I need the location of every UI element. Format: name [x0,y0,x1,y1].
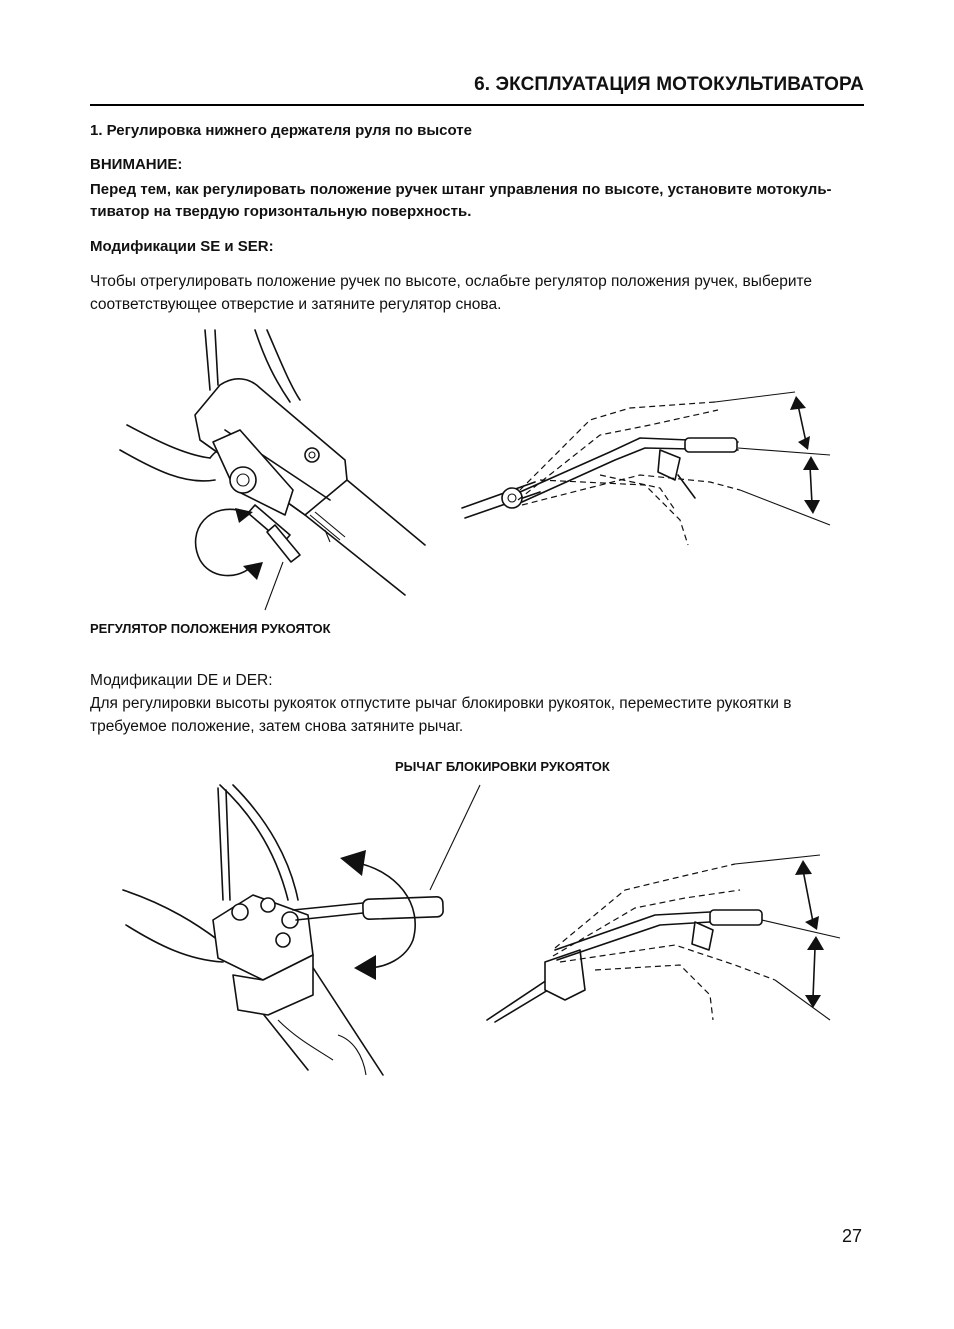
models-de-der-label: Модификации DE и DER: [90,672,273,689]
figure-handle-height-range-se [460,380,840,555]
instruction-de-line-1: Для регулировки высоты рукояток отпустите рычаг блокировки рукояток, переместите рукоятки в [90,695,792,712]
page-title: 6. ЭКСПЛУАТАЦИЯ МОТОКУЛЬТИВАТОРА [474,74,864,95]
instruction-se-line-1: Чтобы отрегулировать положение ручек по высоте, ослабьте регулятор положения ручек, выберите [90,273,813,290]
warning-text-line-2: тиватор на твердую горизонтальную поверхность. [90,203,472,220]
warning-label: ВНИМАНИЕ: [90,156,183,173]
knob-figure-caption: РЕГУЛЯТОР ПОЛОЖЕНИЯ РУКОЯТОК [90,621,331,636]
figure-handle-height-range-de [485,850,845,1025]
lever-figure-caption: РЫЧАГ БЛОКИРОВКИ РУКОЯТОК [395,759,610,774]
instruction-se-line-2: соответствующее отверстие и затяните регулятор снова. [90,296,502,313]
figure-handle-knob-illustration [115,330,435,615]
figure-handle-lock-lever-illustration [118,780,458,1080]
page-number: 27 [841,1226,862,1246]
page-header [90,72,864,106]
warning-text-line-1: Перед тем, как регулировать положение ручек штанг управления по высоте, установите мотокуль- [90,181,832,198]
section-heading: 1. Регулировка нижнего держателя руля по высоте [90,122,472,139]
models-se-ser-label: Модификации SE и SER: [90,238,274,255]
instruction-de-line-2: требуемое положение, затем снова затяните рычаг. [90,718,464,735]
